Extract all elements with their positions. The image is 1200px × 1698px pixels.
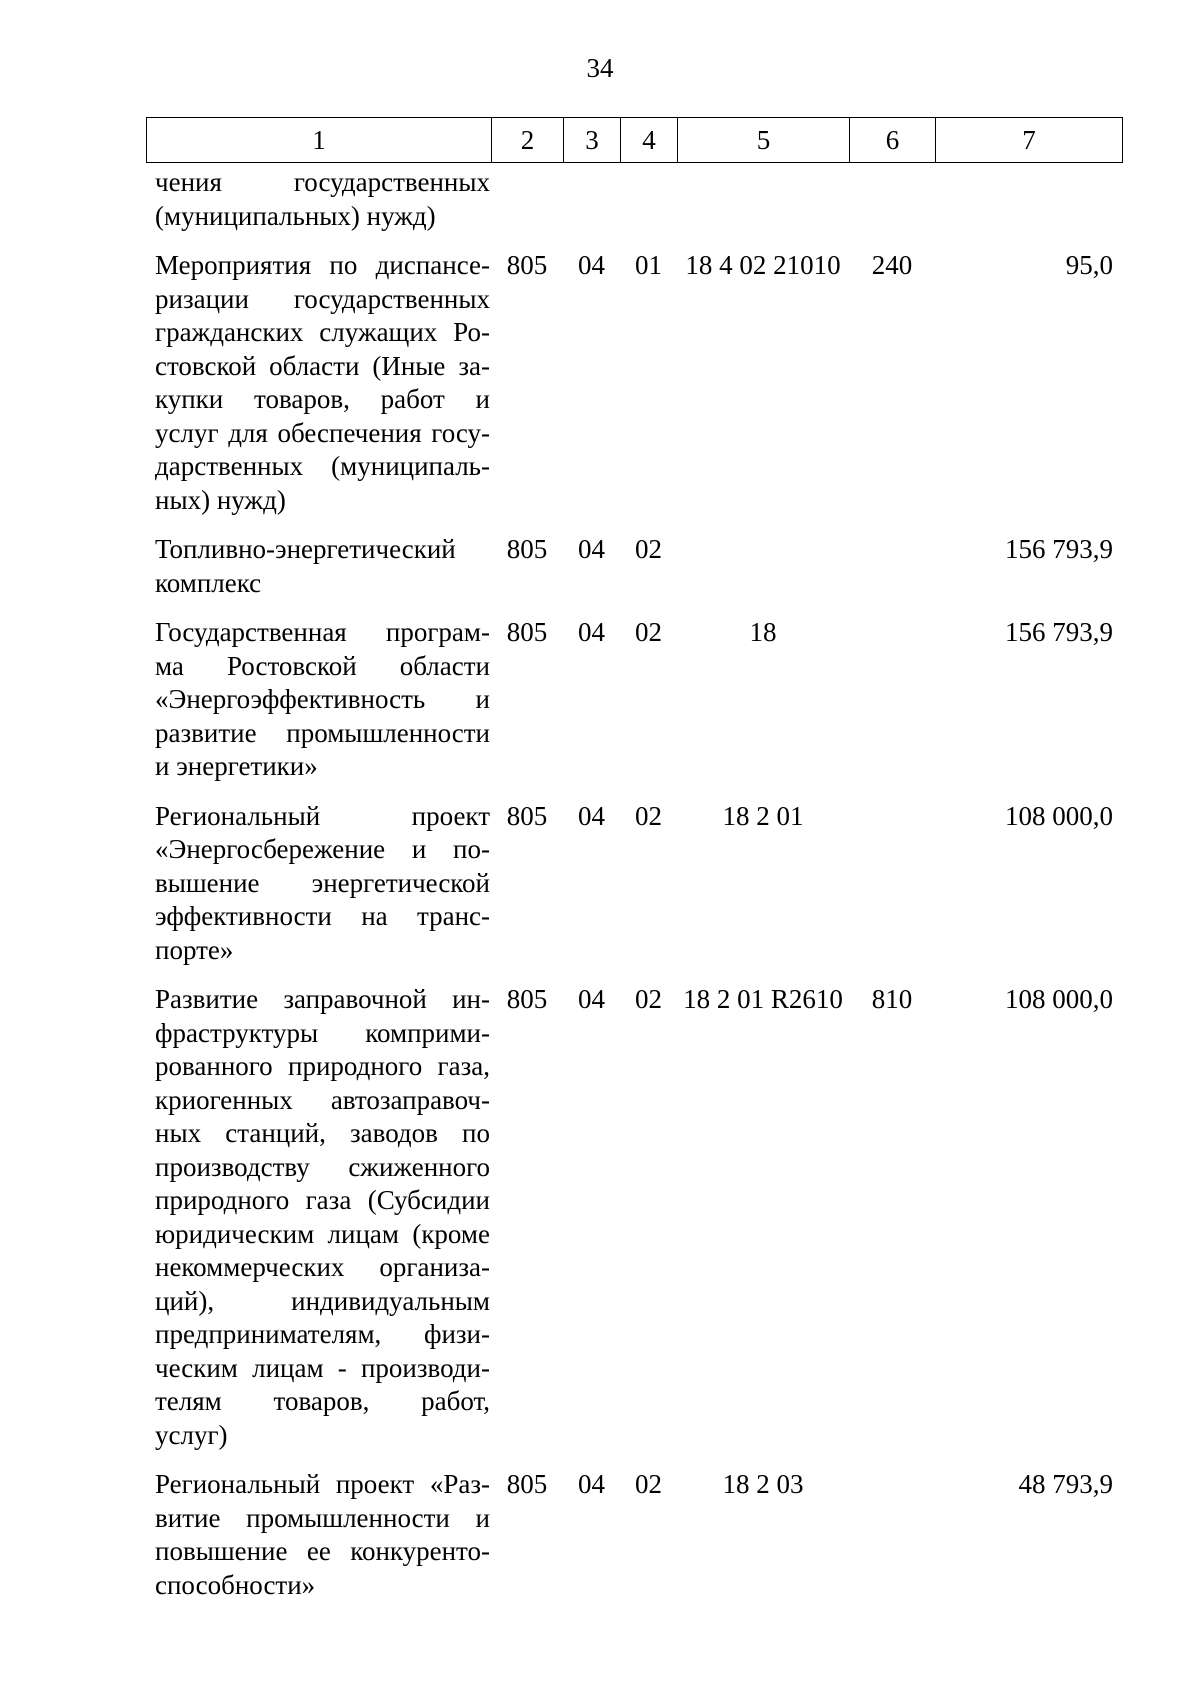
row-name-line: и энергетики» bbox=[155, 751, 318, 781]
page-number: 34 bbox=[586, 53, 614, 83]
header-col-1: 1 bbox=[147, 118, 492, 163]
row-c6: 240 bbox=[871, 250, 913, 280]
table-row bbox=[146, 166, 1122, 233]
row-c4: 02 bbox=[635, 800, 662, 831]
row-name bbox=[146, 249, 491, 517]
table-row bbox=[146, 616, 1122, 784]
row-c7: 156 793,9 bbox=[1005, 534, 1113, 564]
row-c4: 01 bbox=[635, 250, 662, 280]
row-name-line: купки товаров, работ и bbox=[155, 384, 490, 414]
row-c3: 04 bbox=[578, 617, 605, 647]
row-c3: 04 bbox=[578, 800, 605, 831]
header-col-5: 5 bbox=[678, 118, 850, 163]
row-name-line: (муниципальных) нужд) bbox=[155, 200, 436, 231]
row-name-line: витие промышленности и bbox=[155, 1502, 490, 1533]
row-name-line: ций), индивидуальным bbox=[155, 1285, 490, 1316]
row-name-line: чения государственных bbox=[155, 167, 490, 197]
row-c5: 18 2 01 bbox=[722, 800, 804, 831]
row-c5: 18 2 01 R2610 bbox=[683, 984, 843, 1014]
row-name bbox=[146, 533, 491, 600]
row-c5: 18 2 03 bbox=[722, 1469, 804, 1499]
row-name-line: производству сжиженного bbox=[155, 1151, 490, 1182]
row-c2: 805 bbox=[506, 800, 548, 831]
table-row bbox=[146, 249, 1122, 517]
row-c5: 18 bbox=[749, 617, 777, 647]
row-c4: 02 bbox=[635, 1469, 662, 1499]
row-name-line: предпринимателям, физи- bbox=[155, 1319, 490, 1349]
row-name-line: ных станций, заводов по bbox=[155, 1118, 490, 1148]
row-c7: 95,0 bbox=[1065, 250, 1113, 280]
header-col-2: 2 bbox=[492, 118, 564, 163]
row-name bbox=[146, 800, 491, 968]
row-name-line: ных) нужд) bbox=[155, 484, 286, 515]
row-name-line: «Энергосбережение и по- bbox=[155, 834, 490, 864]
row-c3: 04 bbox=[578, 534, 605, 564]
table-row bbox=[146, 983, 1122, 1452]
row-c4: 02 bbox=[635, 534, 662, 564]
table-body bbox=[146, 166, 1122, 1618]
row-name-line: комплекс bbox=[155, 567, 262, 598]
row-name-line: криогенных автозаправоч- bbox=[155, 1084, 490, 1115]
table-row bbox=[146, 800, 1122, 968]
row-name-line: стовской области (Иные за- bbox=[155, 350, 490, 381]
header-col-6: 6 bbox=[850, 118, 936, 163]
table-row bbox=[146, 533, 1122, 600]
row-name-line: услуг для обеспечения госу- bbox=[155, 417, 490, 448]
row-name-line: Развитие заправочной ин- bbox=[155, 984, 490, 1014]
row-name-line: Топливно-энергетический bbox=[155, 534, 456, 564]
row-name bbox=[146, 166, 491, 233]
row-name-line: вышение энергетической bbox=[155, 867, 490, 898]
row-c2: 805 bbox=[506, 1469, 548, 1499]
row-c3: 04 bbox=[578, 1469, 605, 1499]
row-name-line: способности» bbox=[155, 1569, 316, 1600]
row-name-line: Региональный проект bbox=[155, 800, 490, 831]
row-name-line: дарственных (муниципаль- bbox=[155, 451, 490, 481]
row-c6: 810 bbox=[871, 984, 913, 1014]
row-name-line: юридическим лицам (кроме bbox=[155, 1218, 490, 1249]
row-c4: 02 bbox=[635, 984, 662, 1014]
row-c3: 04 bbox=[578, 250, 605, 280]
row-name-line: услуг) bbox=[155, 1419, 228, 1450]
table-row bbox=[146, 1468, 1122, 1602]
row-name-line: некоммерческих организа- bbox=[155, 1252, 490, 1282]
row-name-line: Региональный проект «Раз- bbox=[155, 1469, 490, 1499]
row-name-line: Государственная програм- bbox=[155, 617, 490, 647]
row-c2: 805 bbox=[506, 617, 548, 647]
row-name-line: порте» bbox=[155, 934, 234, 965]
row-name bbox=[146, 983, 491, 1452]
row-name-line: ризации государственных bbox=[155, 283, 490, 314]
row-name-line: «Энергоэффективность и bbox=[155, 684, 490, 714]
row-name bbox=[146, 616, 491, 784]
row-name-line: Мероприятия по диспансе- bbox=[155, 250, 490, 280]
row-c7: 108 000,0 bbox=[1005, 800, 1113, 831]
row-c5: 18 4 02 21010 bbox=[685, 250, 841, 280]
header-col-3: 3 bbox=[564, 118, 621, 163]
header-row bbox=[147, 118, 1123, 163]
row-c7: 48 793,9 bbox=[1018, 1469, 1113, 1499]
row-c3: 04 bbox=[578, 984, 605, 1014]
row-name-line: рованного природного газа, bbox=[155, 1051, 490, 1081]
header-col-4: 4 bbox=[621, 118, 678, 163]
row-c4: 02 bbox=[635, 617, 662, 647]
table-header bbox=[146, 117, 1123, 163]
row-name-line: ма Ростовской области bbox=[155, 650, 490, 681]
row-c7: 108 000,0 bbox=[1005, 984, 1113, 1014]
row-name-line: телям товаров, работ, bbox=[155, 1386, 490, 1416]
row-c2: 805 bbox=[506, 250, 548, 280]
row-c7: 156 793,9 bbox=[1005, 617, 1113, 647]
row-c2: 805 bbox=[506, 534, 548, 564]
row-name-line: эффективности на транс- bbox=[155, 901, 490, 931]
row-name-line: повышение ее конкуренто- bbox=[155, 1536, 490, 1566]
row-name-line: фраструктуры комприми- bbox=[155, 1017, 490, 1048]
row-name-line: природного газа (Субсидии bbox=[155, 1185, 490, 1215]
row-c2: 805 bbox=[506, 984, 548, 1014]
row-name-line: развитие промышленности bbox=[155, 717, 490, 748]
header-col-7: 7 bbox=[936, 118, 1123, 163]
row-name bbox=[146, 1468, 491, 1602]
row-name-line: гражданских служащих Ро- bbox=[155, 317, 490, 347]
row-name-line: ческим лицам - производи- bbox=[155, 1352, 490, 1383]
